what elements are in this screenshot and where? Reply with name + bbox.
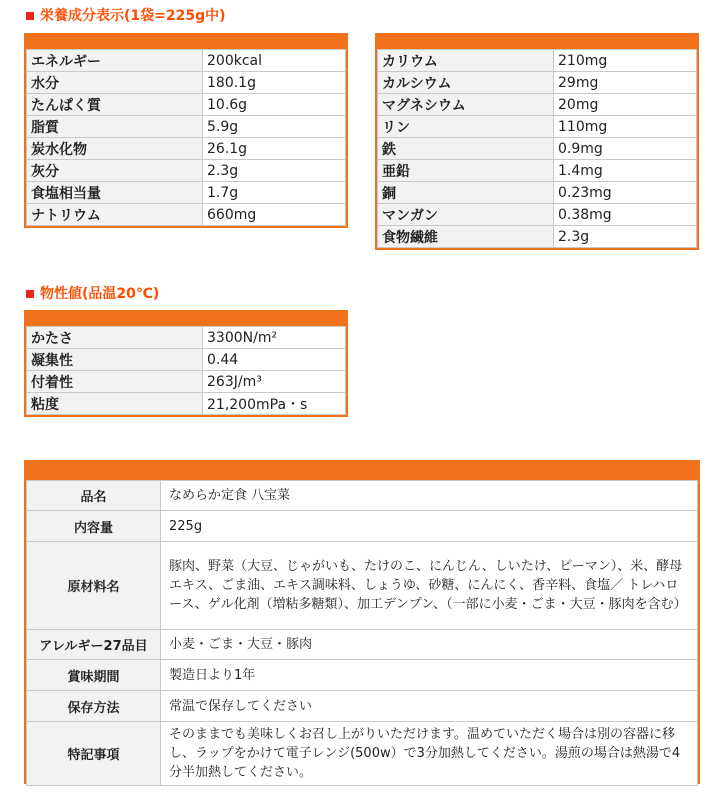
nutrient-value: 20mg: [554, 94, 697, 116]
product-info-table: [24, 460, 700, 784]
table-row: [378, 182, 697, 204]
nutrient-value: 2.3g: [554, 226, 697, 248]
nutrient-label: 水分: [27, 72, 203, 94]
nutrient-value: 0.23mg: [554, 182, 697, 204]
info-label: アレルギー27品目: [27, 630, 161, 660]
info-value: 製造日より1年: [161, 660, 698, 691]
nutrient-label: 脂質: [27, 116, 203, 138]
table-row: [27, 94, 346, 116]
table-row: [378, 116, 697, 138]
nutrient-value: 1.4mg: [554, 160, 697, 182]
nutrient-value: 210mg: [554, 50, 697, 72]
nutrient-label: 食物繊維: [378, 226, 554, 248]
property-value: 0.44: [203, 349, 346, 371]
table-row: [27, 511, 698, 542]
property-label: かたさ: [27, 327, 203, 349]
property-value: 3300N/m²: [203, 327, 346, 349]
nutrition-table-left: [24, 33, 348, 228]
table-row: [378, 226, 697, 248]
nutrient-label: 鉄: [378, 138, 554, 160]
table-row: [378, 72, 697, 94]
physical-heading: [26, 286, 159, 302]
table-row: [27, 116, 346, 138]
nutrient-label: ナトリウム: [27, 204, 203, 226]
info-value: 小麦・ごま・大豆・豚肉: [161, 630, 698, 660]
nutrient-value: 660mg: [203, 204, 346, 226]
property-value: 21,200mPa・s: [203, 393, 346, 415]
table-row: [27, 72, 346, 94]
nutrient-label: たんぱく質: [27, 94, 203, 116]
info-value: なめらか定食 八宝菜: [161, 481, 698, 511]
nutrient-label: カルシウム: [378, 72, 554, 94]
table-row: [27, 481, 698, 511]
table-row: [27, 160, 346, 182]
nutrient-value: 180.1g: [203, 72, 346, 94]
info-value: そのままでも美味しくお召し上がりいただけます。温めていただく場合は別の容器に移し、ラップをかけて電子レンジ(500w）で3分加熱してください。湯煎の場合は熱湯で4分半加熱してください。: [161, 722, 698, 786]
table-row: [27, 691, 698, 722]
info-label: 原材料名: [27, 542, 161, 630]
table-row: [378, 204, 697, 226]
nutrient-label: 亜鉛: [378, 160, 554, 182]
property-label: 粘度: [27, 393, 203, 415]
bullet-square-icon: [26, 290, 34, 298]
nutrient-label: エネルギー: [27, 50, 203, 72]
physical-heading-text: 物性値(品温20℃): [40, 286, 160, 302]
nutrient-value: 200kcal: [203, 50, 346, 72]
nutrient-label: マンガン: [378, 204, 554, 226]
table-row: [27, 327, 346, 349]
table-row: [27, 349, 346, 371]
table-row: [378, 138, 697, 160]
nutrition-heading: [26, 8, 226, 24]
nutrition-heading-text: 栄養成分表示(1袋=225g中): [40, 8, 226, 24]
table-row: [27, 371, 346, 393]
table-row: [27, 660, 698, 691]
info-value: 常温で保存してください: [161, 691, 698, 722]
nutrition-table-right: [375, 33, 699, 250]
property-label: 凝集性: [27, 349, 203, 371]
nutrient-value: 1.7g: [203, 182, 346, 204]
table-row: [27, 393, 346, 415]
nutrient-label: マグネシウム: [378, 94, 554, 116]
property-label: 付着性: [27, 371, 203, 393]
table-row: [27, 50, 346, 72]
table-row: [27, 182, 346, 204]
bullet-square-icon: [26, 12, 34, 20]
nutrient-label: 炭水化物: [27, 138, 203, 160]
table-row: [27, 722, 698, 786]
nutrient-value: 5.9g: [203, 116, 346, 138]
table-row: [27, 138, 346, 160]
info-label: 特記事項: [27, 722, 161, 786]
info-value: 225g: [161, 511, 698, 542]
table-row: [27, 630, 698, 660]
nutrient-label: 食塩相当量: [27, 182, 203, 204]
table-row: [378, 160, 697, 182]
info-label: 保存方法: [27, 691, 161, 722]
info-label: 品名: [27, 481, 161, 511]
table-row: [378, 94, 697, 116]
nutrient-value: 0.38mg: [554, 204, 697, 226]
nutrient-label: リン: [378, 116, 554, 138]
nutrient-label: 灰分: [27, 160, 203, 182]
nutrient-value: 2.3g: [203, 160, 346, 182]
nutrient-value: 110mg: [554, 116, 697, 138]
info-label: 賞味期間: [27, 660, 161, 691]
info-value: 豚肉、野菜（大豆、じゃがいも、たけのこ、にんじん、しいたけ、ピーマン）、米、酵母エキス、ごま油、エキス調味料、しょうゆ、砂糖、にんにく、香辛料、食塩／ トレハロース、ゲル化剤（増粘多糖類）、加工デンプン、（一部に小麦・ごま・大豆・豚肉を含む）: [161, 542, 698, 630]
info-label: 内容量: [27, 511, 161, 542]
physical-table: [24, 310, 348, 417]
table-row: [27, 542, 698, 630]
nutrient-value: 26.1g: [203, 138, 346, 160]
table-row: [27, 204, 346, 226]
property-value: 263J/m³: [203, 371, 346, 393]
nutrient-label: カリウム: [378, 50, 554, 72]
nutrient-value: 0.9mg: [554, 138, 697, 160]
nutrient-value: 10.6g: [203, 94, 346, 116]
nutrient-value: 29mg: [554, 72, 697, 94]
table-row: [378, 50, 697, 72]
nutrient-label: 銅: [378, 182, 554, 204]
